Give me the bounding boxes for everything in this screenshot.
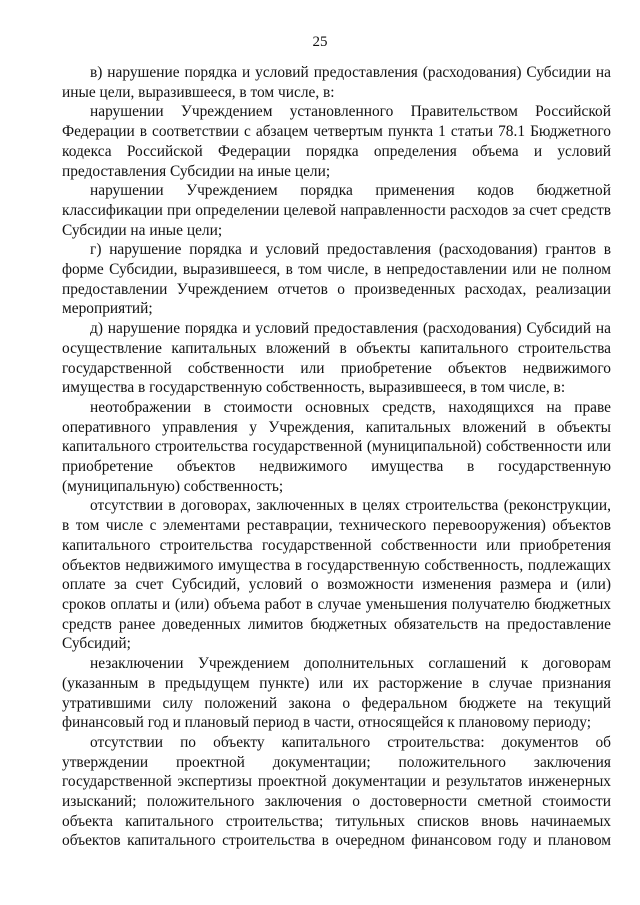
paragraph-v-violation-subsidy-other-purposes: в) нарушение порядка и условий предоставления (расходования) Субсидии на иные цели, выразившееся, в том числе, в: xyxy=(62,64,611,101)
paragraph-non-display-fixed-assets: неотображении в стоимости основных средств, находящихся на праве оперативного управления у Учреждения, капитальных вложений в объекты капитального строительства государственной (муниципальной) собственности или приобретение объектов недвижимого имущества в государственную (муниципальную) собственность; xyxy=(62,398,611,495)
paragraph-violation-volume-determination: нарушении Учреждением установленного Правительством Российской Федерации в соответствии с абзацем четвертым пункта 1 статьи 78.1 Бюджетного кодекса Российской Федерации порядка определения объема и условий предоставления Субсидии на иные цели; xyxy=(62,103,611,180)
paragraph-non-conclusion-agreements: незаключении Учреждением дополнительных соглашений к договорам (указанным в предыдущем пункте) или их расторжение в случае признания утратившими силу положений закона о федеральном бюджете на текущий финансовый год и плановый период в части, относящейся к плановому периоду; xyxy=(62,655,611,732)
paragraph-d-violation-capital-investments: д) нарушение порядка и условий предоставления (расходования) Субсидий на осуществление капитальных вложений в объекты капитального строительства государственной собственности или приобретение объектов недвижимого имущества в государственную собственность, выразившееся, в том числе, в: xyxy=(62,320,611,397)
paragraph-absence-construction-documents: отсутствии по объекту капитального строительства: документов об утверждении проектной документации; положительного заключения государственной экспертизы проектной документации и результатов инженерных изысканий; положительного заключения о достоверности сметной стоимости объекта капитального строительства; титульных списков вновь начинаемых объектов капитального строительства в очередном финансовом году и плановом xyxy=(62,733,611,850)
paragraph-g-violation-grants: г) нарушение порядка и условий предоставления (расходования) грантов в форме Субсидии, выразившееся, в том числе, в непредоставлении или не полном предоставлении Учреждением отчетов о произведенных расходах, реализации мероприятий; xyxy=(62,241,611,318)
paragraph-absence-contract-conditions: отсутствии в договорах, заключенных в целях строительства (реконструкции, в том числе с элементами реставрации, технического перевооружения) объектов капитального строительства государственной собственности или приобретения объектов недвижимого имущества в государственную собственность, подлежащих оплате за счет Субсидий, условий о возможности изменения размера и (или) сроков оплаты и (или) объема работ в случае уменьшения получателю бюджетных средств ранее доведенных лимитов бюджетных обязательств на предоставление Субсидий; xyxy=(62,497,611,653)
document-body xyxy=(62,63,611,851)
page-number: 25 xyxy=(312,34,328,50)
paragraph-violation-budget-codes: нарушении Учреждением порядка применения кодов бюджетной классификации при определении целевой направленности расходов за счет средств Субсидии на иные цели; xyxy=(62,182,611,239)
